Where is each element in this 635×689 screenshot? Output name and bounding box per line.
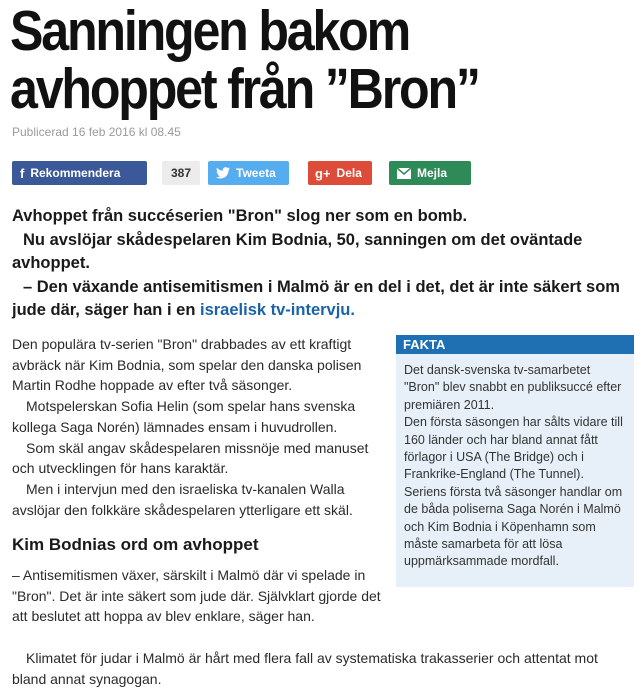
- fact-paragraph-3: Seriens första två säsonger handlar om de båda poliserna Saga Norén i Malmö och Kim Bodnia i Köpenhamn som måste samarbeta för att lösa uppmärksammade mordfall.: [404, 484, 623, 569]
- lead-paragraph-3-text: – Den växande antisemitismen i Malmö är en del i det, det är inte säkert som jude där, säger han i en: [12, 277, 620, 319]
- tweet-label: Tweeta: [236, 166, 276, 180]
- section-heading: Kim Bodnias ord om avhoppet: [12, 535, 259, 554]
- lead-paragraph-3: [12, 276, 627, 323]
- body-paragraph-4: Men i intervjun med den israeliska tv-kanalen Walla avslöjar den folkkäre skådespelaren ytterligare ett skäl.: [12, 480, 353, 518]
- body-paragraph-1: Den populära tv-serien "Bron" drabbades av ett kraftigt avbräck när Kim Bodnia, som spelar den danska polisen Martin Rodhe hoppade av efter två säsonger.: [12, 336, 362, 394]
- interview-link[interactable]: israelisk tv-intervju.: [199, 301, 355, 319]
- facebook-icon: f: [20, 165, 25, 181]
- fact-box: [396, 335, 634, 587]
- tweet-button[interactable]: [208, 161, 289, 185]
- fact-paragraph-1: Det dansk-svenska tv-samarbetet "Bron" blev snabbt en publiksuccé efter premiären 2011.: [404, 363, 622, 412]
- body-paragraph-3: Som skäl angav skådespelaren missnöje med manuset och utvecklingen för hans karaktär.: [12, 439, 369, 477]
- fact-paragraph-2: Den första säsongen har sålts vidare till 160 länder och har bland annat fått förlagor i USA (The Bridge) och i Frankrike-England (The Tunnel).: [404, 415, 623, 482]
- headline-line-1: Sanningen bakom: [10, 0, 409, 63]
- facebook-recommend-button[interactable]: [12, 161, 147, 185]
- googleplus-share-button[interactable]: [308, 161, 372, 185]
- googleplus-label: Dela: [336, 166, 362, 180]
- body-paragraph-2: Motspelerskan Sofia Helin (som spelar hans svenska kollega Saga Norén) lämnades ensam i huvudrollen.: [12, 398, 356, 435]
- article-lead: [12, 205, 627, 323]
- mail-share-button[interactable]: [389, 161, 471, 185]
- envelope-icon: [397, 168, 411, 179]
- published-date: Publicerad 16 feb 2016 kl 08.45: [12, 125, 181, 139]
- facebook-label: Rekommendera: [30, 166, 121, 180]
- lead-paragraph-2: Nu avslöjar skådespelaren Kim Bodnia, 50, sanningen om det oväntade avhoppet.: [12, 230, 583, 272]
- fact-box-body: [396, 354, 634, 571]
- lead-paragraph-1: Avhoppet från succéserien "Bron" slog ner som en bomb.: [12, 207, 468, 225]
- fact-box-title: FAKTA: [396, 335, 634, 354]
- body-paragraph-5: – Antisemitismen växer, särskilt i Malmö där vi spelade in "Bron". Det är inte säkert som jude där. Självklart gjorde det att beslutet att hoppa av blev enklare, säger han.: [12, 567, 381, 625]
- body-paragraph-6: Klimatet för judar i Malmö är hårt med flera fall av systematiska trakasserier och attentat mot bland annat synagogan.: [12, 650, 598, 687]
- article-body: [12, 334, 382, 520]
- googleplus-icon: g+: [315, 165, 331, 181]
- mail-label: Mejla: [417, 166, 448, 180]
- headline-line-2: avhoppet från ”Bron”: [10, 57, 479, 121]
- article-body-continued: [12, 565, 382, 627]
- facebook-share-count: 387: [162, 161, 200, 185]
- headline: [10, 0, 556, 121]
- twitter-bird-icon: [216, 167, 230, 179]
